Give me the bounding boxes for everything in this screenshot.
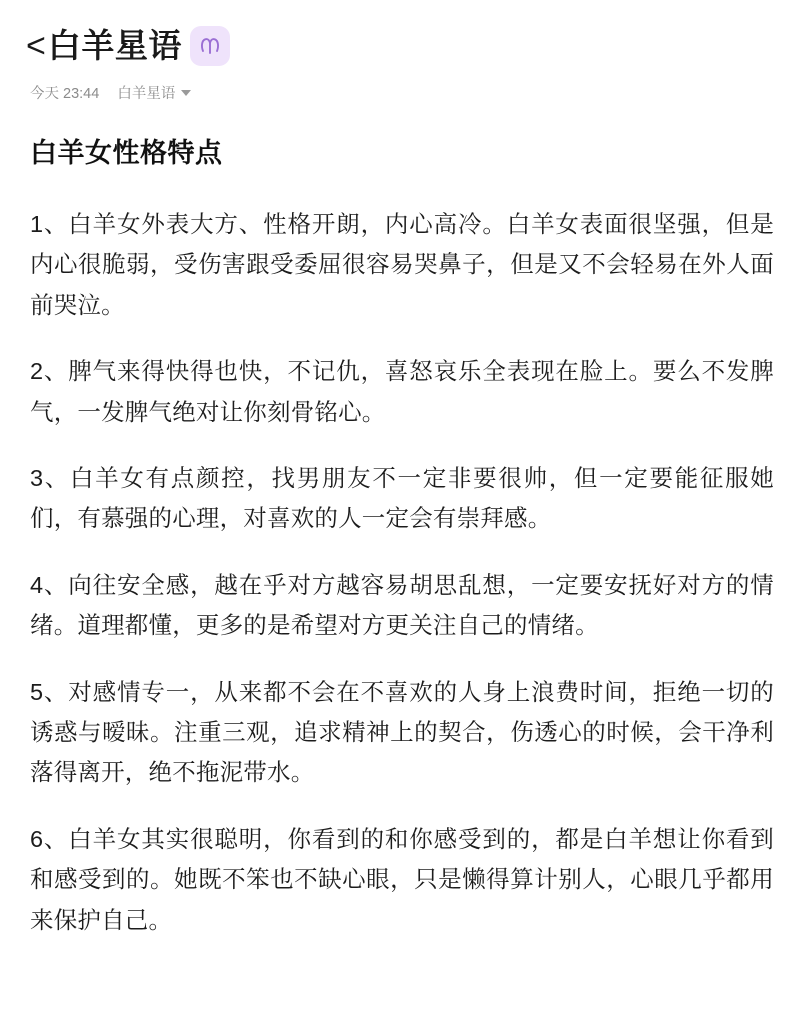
source-selector[interactable] [117, 82, 191, 103]
source-label: 白羊星语 [117, 86, 176, 102]
article-paragraph: 4、向往安全感，越在乎对方越容易胡思乱想，一定要安抚好对方的情绪。道理都懂，更多的是希望对方更关注自己的情绪。 [30, 571, 774, 639]
timestamp: 今天 23:44 [30, 86, 100, 102]
article-meta [30, 82, 774, 103]
back-chevron-icon[interactable]: < [26, 27, 44, 65]
page-header [26, 26, 774, 66]
chevron-down-icon [181, 90, 191, 96]
article-paragraph: 6、白羊女其实很聪明，你看到的和你感受到的，都是白羊想让你看到和感受到的。她既不笨也不缺心眼，只是懒得算计别人，心眼几乎都用来保护自己。 [30, 825, 774, 933]
article-paragraph: 2、脾气来得快得也快，不记仇，喜怒哀乐全表现在脸上。要么不发脾气，一发脾气绝对让你刻骨铭心。 [30, 358, 774, 425]
article-paragraph: 5、对感情专一，从来都不会在不喜欢的人身上浪费时间，拒绝一切的诱惑与暧昧。注重三观，追求精神上的契合，伤透心的时候，会干净利落得离开，绝不拖泥带水。 [30, 678, 774, 786]
account-name[interactable]: 白羊星语 [47, 26, 182, 64]
page-title: 白羊女性格特点 [30, 138, 223, 168]
article-body [30, 204, 774, 940]
article-paragraph: 3、白羊女有点颜控，找男朋友不一定非要很帅，但一定要能征服她们，有慕强的心理，对喜欢的人一定会有崇拜感。 [30, 465, 774, 532]
article-paragraph: 1、白羊女外表大方、性格开朗，内心高冷。白羊女表面很坚强，但是内心很脆弱，受伤害跟受委屈很容易哭鼻子，但是又不会轻易在外人面前哭泣。 [30, 211, 774, 318]
aries-zodiac-icon [190, 26, 230, 66]
